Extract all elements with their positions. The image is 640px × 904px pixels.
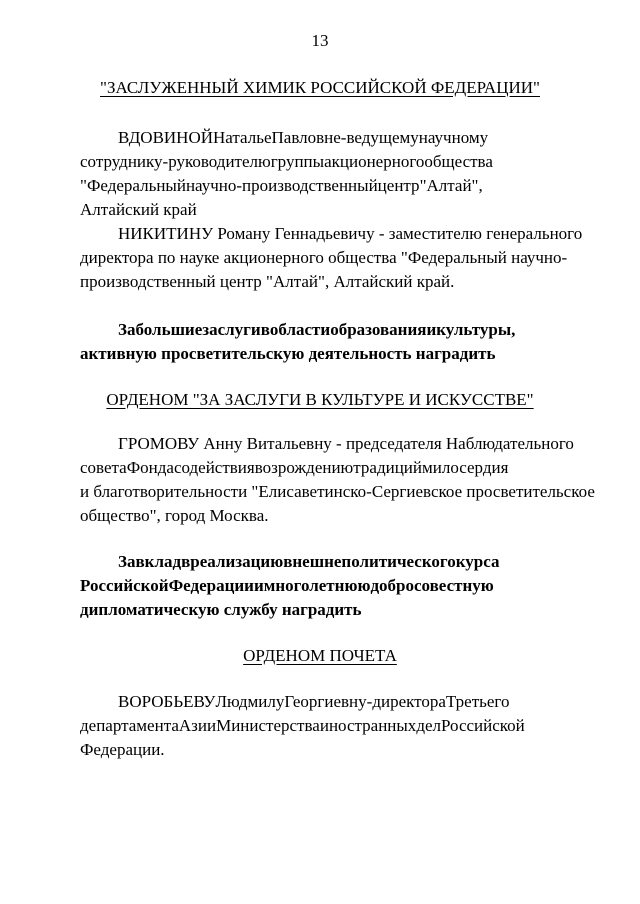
text-line: общество", город Москва. bbox=[80, 506, 269, 525]
text-line: ВДОВИНОЙНатальеПавловне-ведущемунаучному bbox=[118, 128, 489, 147]
award-paragraph-nikitin bbox=[80, 222, 583, 294]
text-line: "Федеральныйнаучно-производственныйцентр"Алтай", bbox=[80, 176, 483, 195]
text-line: Алтайский край bbox=[80, 200, 197, 219]
page-number: 13 bbox=[311, 31, 329, 50]
section-heading-honored-chemist: "ЗАСЛУЖЕННЫЙ ХИМИК РОССИЙСКОЙ ФЕДЕРАЦИИ" bbox=[100, 78, 540, 97]
text-line: НИКИТИНУ Роману Геннадьевичу - заместителю генерального bbox=[118, 224, 583, 243]
text-line: Забольшиезаслугивобластиобразованияикультуры, bbox=[118, 320, 516, 339]
section-heading-order-of-honor: ОРДЕНОМ ПОЧЕТА bbox=[243, 646, 397, 665]
text-line: директора по науке акционерного общества "Федеральный научно- bbox=[80, 248, 568, 267]
award-intro-foreign-policy bbox=[80, 550, 561, 622]
award-intro-education-culture bbox=[80, 318, 561, 366]
award-paragraph-vdovina bbox=[80, 126, 561, 222]
text-line: производственный центр "Алтай", Алтайский край. bbox=[80, 272, 455, 291]
award-paragraph-vorobyeva bbox=[80, 690, 561, 762]
text-line: активную просветительскую деятельность наградить bbox=[80, 344, 496, 363]
text-line: дипломатическую службу наградить bbox=[80, 600, 362, 619]
text-line: сотруднику-руководителюгруппыакционерногообщества bbox=[80, 152, 493, 171]
text-line: ГРОМОВУ Анну Витальевну - председателя Наблюдательного bbox=[118, 434, 574, 453]
text-line: и благотворительности "Елисаветинско-Сергиевское просветительское bbox=[80, 482, 595, 501]
text-line: Федерации. bbox=[80, 740, 165, 759]
section-heading-order-culture-art: ОРДЕНОМ "ЗА ЗАСЛУГИ В КУЛЬТУРЕ И ИСКУССТВЕ" bbox=[106, 390, 534, 409]
text-line: ВОРОБЬЕВУЛюдмилуГеоргиевну-директораТретьего bbox=[118, 692, 510, 711]
text-line: РоссийскойФедерацииимноголетнююдобросовестную bbox=[80, 576, 494, 595]
award-paragraph-gromova bbox=[80, 432, 595, 528]
text-line: Завкладвреализациювнешнеполитическогокурса bbox=[118, 552, 500, 571]
text-line: советаФондасодействиявозрождениютрадициймилосердия bbox=[80, 458, 509, 477]
text-line: департаментаАзииМинистерстваиностранныхделРоссийской bbox=[80, 716, 525, 735]
